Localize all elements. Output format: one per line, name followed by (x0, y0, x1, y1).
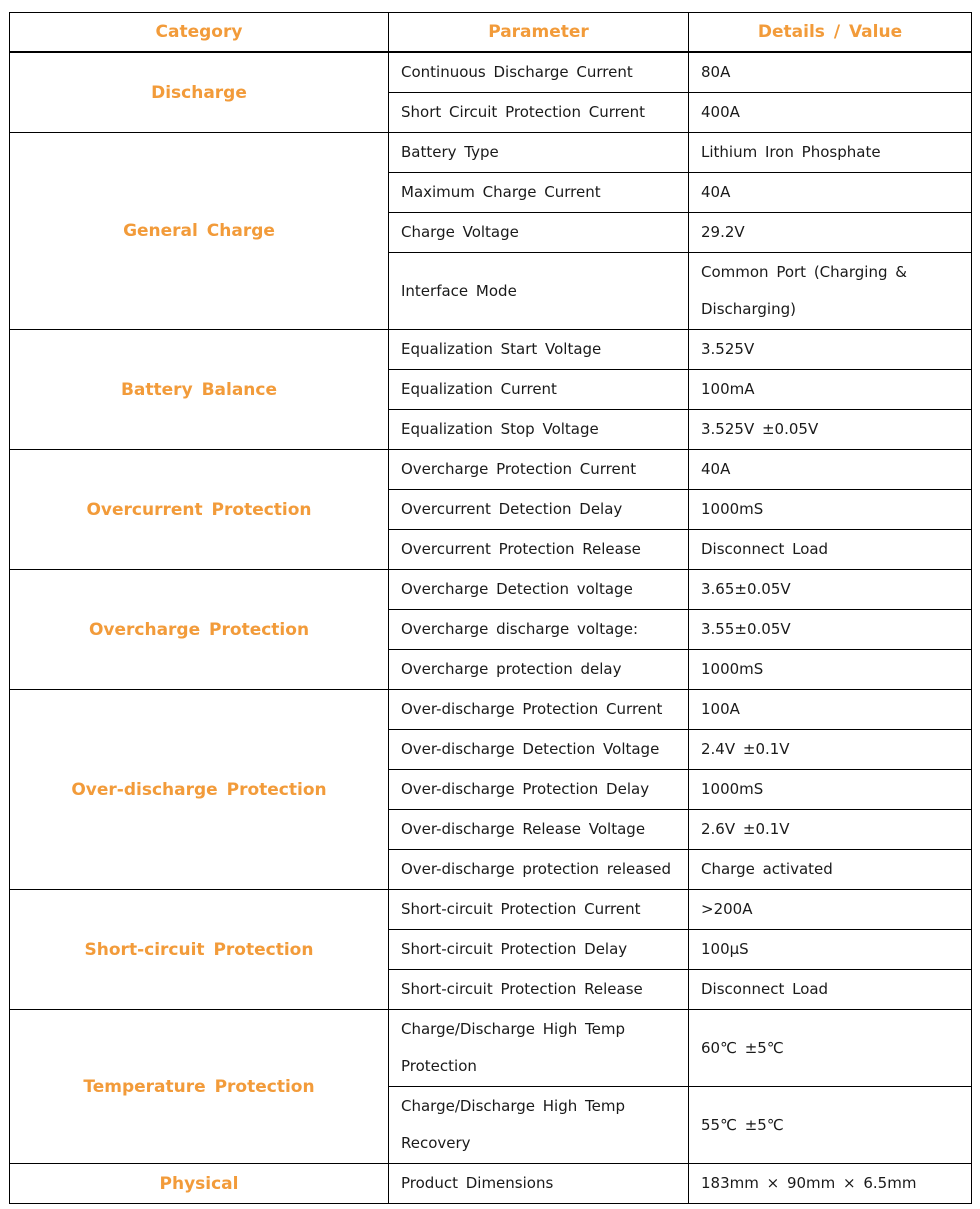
parameter-cell: Charge/Discharge High Temp Recovery (389, 1087, 689, 1164)
table-row (10, 1010, 972, 1087)
value-cell: 80A (689, 52, 972, 93)
parameter-cell: Overcharge Protection Current (389, 450, 689, 490)
value-cell: 100A (689, 690, 972, 730)
parameter-cell: Short-circuit Protection Release (389, 970, 689, 1010)
parameter-cell: Continuous Discharge Current (389, 52, 689, 93)
parameter-cell: Battery Type (389, 133, 689, 173)
value-cell: 1000mS (689, 490, 972, 530)
value-cell: 60℃ ±5℃ (689, 1010, 972, 1087)
parameter-cell: Short-circuit Protection Delay (389, 930, 689, 970)
header-parameter: Parameter (389, 13, 689, 53)
header-value: Details / Value (689, 13, 972, 53)
value-cell: 40A (689, 173, 972, 213)
value-cell: 100μS (689, 930, 972, 970)
value-cell: Disconnect Load (689, 970, 972, 1010)
category-cell: Discharge (10, 52, 389, 133)
parameter-cell: Product Dimensions (389, 1164, 689, 1204)
parameter-cell: Over-discharge Release Voltage (389, 810, 689, 850)
parameter-cell: Overcharge discharge voltage: (389, 610, 689, 650)
value-cell: 3.525V ±0.05V (689, 410, 972, 450)
parameter-cell: Equalization Stop Voltage (389, 410, 689, 450)
value-cell: 55℃ ±5℃ (689, 1087, 972, 1164)
parameter-cell: Maximum Charge Current (389, 173, 689, 213)
category-cell: Over-discharge Protection (10, 690, 389, 890)
parameter-cell: Short Circuit Protection Current (389, 93, 689, 133)
category-cell: Overcharge Protection (10, 570, 389, 690)
parameter-cell: Equalization Start Voltage (389, 330, 689, 370)
parameter-cell: Charge Voltage (389, 213, 689, 253)
table-row (10, 1164, 972, 1204)
table-row (10, 133, 972, 173)
value-cell: >200A (689, 890, 972, 930)
value-cell: 2.4V ±0.1V (689, 730, 972, 770)
parameter-cell: Overcharge protection delay (389, 650, 689, 690)
table-row (10, 450, 972, 490)
value-cell: 3.525V (689, 330, 972, 370)
value-cell: 183mm × 90mm × 6.5mm (689, 1164, 972, 1204)
category-cell: Overcurrent Protection (10, 450, 389, 570)
parameter-cell: Over-discharge Protection Current (389, 690, 689, 730)
parameter-cell: Interface Mode (389, 253, 689, 330)
value-cell: 400A (689, 93, 972, 133)
value-cell: 1000mS (689, 650, 972, 690)
table-row (10, 570, 972, 610)
value-cell: 1000mS (689, 770, 972, 810)
value-cell: 29.2V (689, 213, 972, 253)
parameter-cell: Over-discharge Detection Voltage (389, 730, 689, 770)
category-cell: General Charge (10, 133, 389, 330)
value-cell: 3.65±0.05V (689, 570, 972, 610)
value-cell: Disconnect Load (689, 530, 972, 570)
parameter-cell: Short-circuit Protection Current (389, 890, 689, 930)
category-cell: Short-circuit Protection (10, 890, 389, 1010)
category-cell: Battery Balance (10, 330, 389, 450)
spec-body (10, 52, 972, 1204)
value-cell: Charge activated (689, 850, 972, 890)
category-cell: Temperature Protection (10, 1010, 389, 1164)
value-cell: 2.6V ±0.1V (689, 810, 972, 850)
spec-table (9, 12, 972, 1204)
value-cell: Lithium Iron Phosphate (689, 133, 972, 173)
parameter-cell: Charge/Discharge High Temp Protection (389, 1010, 689, 1087)
category-cell: Physical (10, 1164, 389, 1204)
parameter-cell: Overcurrent Protection Release (389, 530, 689, 570)
parameter-cell: Overcurrent Detection Delay (389, 490, 689, 530)
parameter-cell: Overcharge Detection voltage (389, 570, 689, 610)
table-row (10, 690, 972, 730)
header-row (10, 13, 972, 53)
parameter-cell: Equalization Current (389, 370, 689, 410)
parameter-cell: Over-discharge protection released (389, 850, 689, 890)
value-cell: Common Port (Charging & Discharging) (689, 253, 972, 330)
table-row (10, 890, 972, 930)
table-row (10, 330, 972, 370)
value-cell: 100mA (689, 370, 972, 410)
header-category: Category (10, 13, 389, 53)
table-row (10, 52, 972, 93)
value-cell: 40A (689, 450, 972, 490)
value-cell: 3.55±0.05V (689, 610, 972, 650)
parameter-cell: Over-discharge Protection Delay (389, 770, 689, 810)
